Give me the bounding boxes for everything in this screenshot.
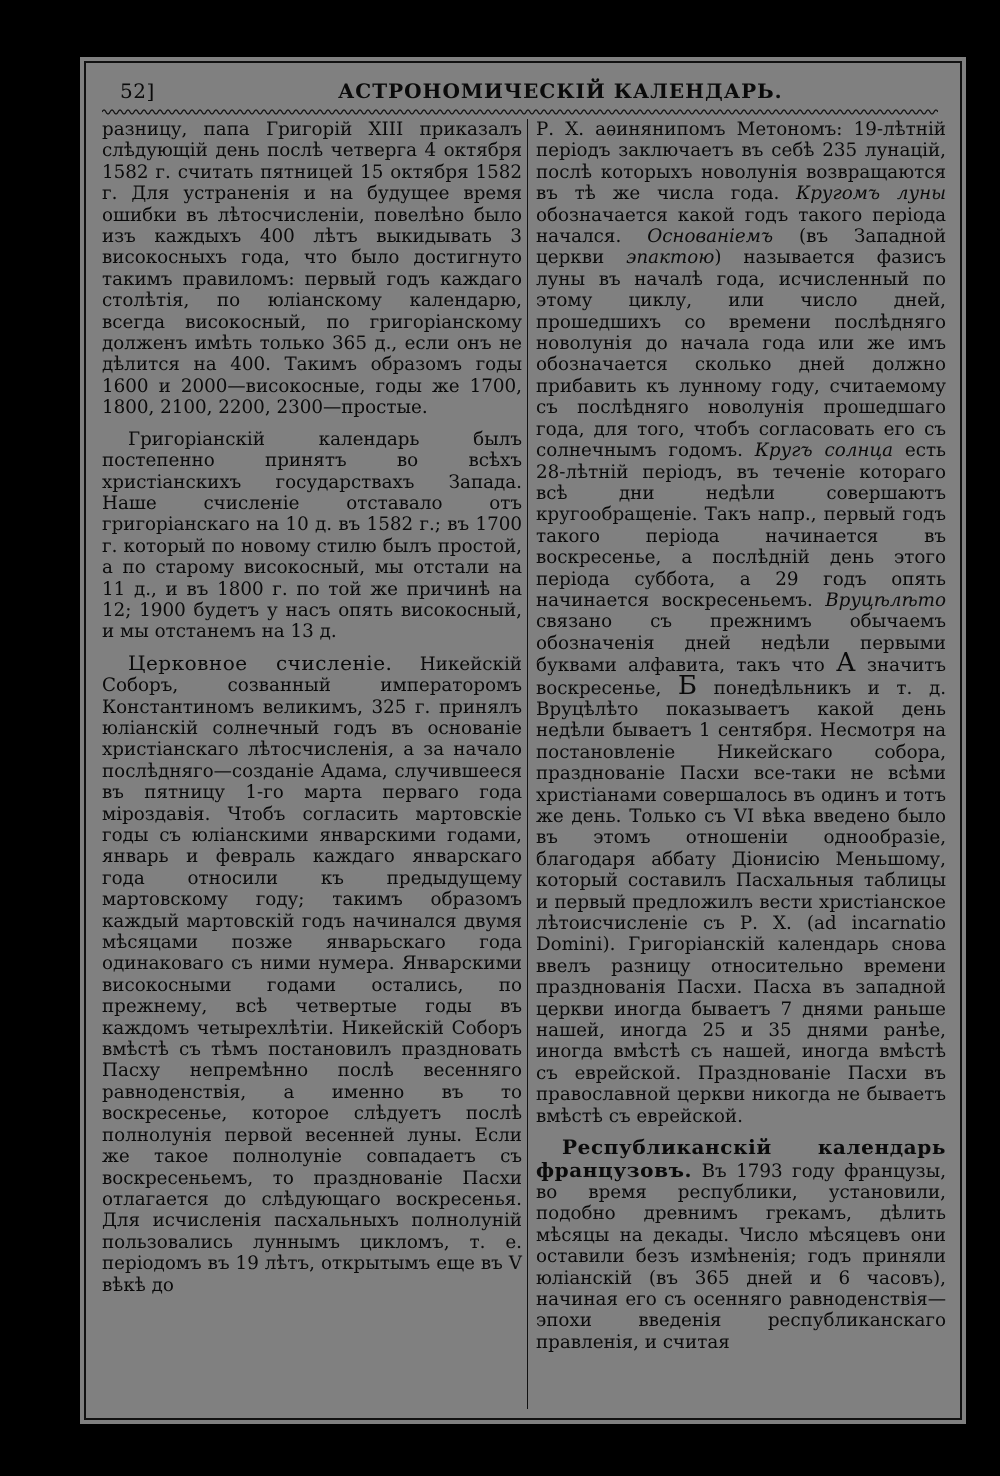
column-divider bbox=[527, 119, 528, 1409]
text-run: обозначается какой годъ такого періода начался. bbox=[536, 204, 946, 248]
term-foundation: Основаніемъ bbox=[647, 226, 774, 248]
section-heading-republican-calendar: Республиканскій календарь французовъ. bbox=[536, 1135, 946, 1182]
paragraph-gregorian-adoption: Григоріанскій календарь былъ постепенно принятъ во всѣхъ христіанскихъ государствахъ Запада. Наше счисленіе отставало отъ григоріанскаго на 10 д. въ 1582 г.; въ 1700 г. который по новому стилю былъ простой, а по старому високосный, мы отстали на 11 д., и въ 1800 г. по той же причинѣ на 12; 1900 будетъ у насъ опять високосный, и мы отстанемъ на 13 д. bbox=[102, 428, 522, 643]
republican-calendar-text: Въ 1793 году французы, во время республики, установили, подобно древнимъ грекамъ, дѣлить мѣсяцы на декады. Число мѣсяцевъ они оставили безъ измѣненія; годъ приняли юліанскій (въ 365 дней и 6 часовъ), начиная его съ осенняго равноденствія—эпохи введенія республиканскаго правленія, и считая bbox=[536, 1160, 947, 1353]
page-number: 52] bbox=[120, 79, 155, 103]
text-run: ) называется фазисъ луны въ началѣ года, исчисленный по этому циклу, или число дней, прошедшихъ со времени послѣдняго новолунія до начала года или же имъ обозначается сколько дней должно прибавить къ лунному году, считаемому съ послѣдняго новолунія прошедшаго года, для того, чтобъ согласовать его съ солнечнымъ годомъ. bbox=[536, 247, 946, 462]
section-heading-church-reckoning: Церковное счисленіе. bbox=[128, 650, 393, 675]
slavonic-letter-b: Б bbox=[677, 670, 698, 701]
running-title: АСТРОНОМИЧЕСКІЙ КАЛЕНДАРЬ. bbox=[338, 79, 783, 103]
church-reckoning-text: Никейскій Соборъ, созванный императоромъ Константиномъ великимъ, 325 г. принялъ юліанскій солнечный годъ въ основаніе христіанскаго лѣтосчисленія, а за начало послѣдняго—созданіе Адама, случившееся въ пятницу 1-го марта перваго года міроздавія. Чтобъ согласить мартовскіе годы съ юліанскими январскими годами, январь и февраль каждаго январскаго года относили къ предыдущему мартовскому году; такимъ образомъ каждый мартовскій годъ начинался двумя мѣсяцами позже январьскаго года одинаковаго съ ними нумера. Январскими високосными годами остались, по прежнему, всѣ четвертые годы въ каждомъ четырехлѣтіи. Никейскій Соборъ вмѣстѣ съ тѣмъ постановилъ праздновать Пасху непремѣнно послѣ весенняго равноденствія, а именно въ то воскресенье, которое слѣдуетъ послѣ полнолунія первой весенней луны. Если же такое полнолуніе совпадаетъ съ воскресеньемъ, то празднованіе Пасхи отлагается до слѣдующаго воскресенья. Для исчисленія пасхальныхъ полнолуній пользовались луннымъ цикломъ, т. е. періодомъ въ 19 лѣтъ, открытымъ еще въ V вѣкѣ до bbox=[102, 653, 522, 1296]
text-run: Р. Х. аѳинянипомъ Метономъ: 19-лѣтній періодъ заключаетъ въ себѣ 235 лунацій, послѣ которыхъ новолунія возвращаются въ тѣ же числа года. bbox=[536, 119, 946, 205]
term-solar-circle: Кругъ солнца bbox=[754, 440, 894, 462]
text-run: значитъ воскресенье, bbox=[536, 655, 947, 699]
term-lunar-circle: Кругомъ луны bbox=[796, 183, 947, 205]
paragraph-church-reckoning bbox=[102, 650, 522, 1296]
slavonic-letter-a: А bbox=[836, 648, 856, 679]
term-epact: эпактою bbox=[626, 247, 715, 269]
text-run: понедѣльникъ и т. д. Вруцѣлѣто показываетъ какой день недѣли бываетъ 1 сентября. Несмотря на постановленіе Никейскаго собора, празднованіе Пасхи все-таки не всѣми христіанами совершалось въ одинъ и тотъ же день. Только съ VI вѣка введено было въ этомъ отношеніи однообразіе, благодаря аббату Діонисію Меньшому, который составилъ Пасхальныя таблицы и первый предложилъ вести христіанское лѣтоисчисленіе съ Р. Х. (ad incarnatio Domini). Григоріанскій календарь снова ввелъ разницу относительно времени празднованія Пасхи. Пасха въ западной церкви иногда бываетъ 7 днями раньше нашей, иногда 25 и 35 днями ранѣе, иногда вмѣстѣ съ нашей, иногда вмѣстѣ съ еврейской. Празднованіе Пасхи въ православной церкви никогда не бываетъ вмѣстѣ съ еврейской. bbox=[536, 677, 947, 1127]
paragraph-republican-calendar bbox=[536, 1137, 946, 1353]
right-column bbox=[536, 119, 946, 1353]
text-run: есть 28-лѣтній періодъ, въ теченіе котораго всѣ дни недѣли совершаютъ кругообращеніе. Такъ напр., первый годъ такого періода начинается въ воскресенье, а послѣдній день этого періода суббота, а 29 годъ опять начинается воскресеньемъ. bbox=[536, 440, 947, 611]
term-vrutseleto: Вруцѣлѣто bbox=[825, 589, 946, 611]
book-page bbox=[80, 57, 966, 1424]
header-rule bbox=[102, 107, 938, 117]
paragraph-lunar-cycle bbox=[536, 119, 946, 1127]
text-run: связано съ прежнимъ обычаемъ обозначенія дней недѣли первыми буквами алфавита, такъ что bbox=[536, 611, 946, 677]
paragraph-gregorian-reform: разницу, папа Григорій XIII приказалъ слѣдующій день послѣ четверга 4 октября 1582 г. считать пятницей 15 октября 1582 г. Для устраненія и на будущее время ошибки въ лѣтосчисленіи, повелѣно было изъ каждыхъ 400 лѣтъ выкидывать 3 високосныхъ года, что было достигнуто такимъ правиломъ: первый годъ каждаго столѣтія, по юліанскому календарю, всегда високосный, по григоріанскому долженъ имѣть только 365 д., если онъ не дѣлится на 400. Такимъ образомъ годы 1600 и 2000—високосные, годы же 1700, 1800, 2100, 2200, 2300—простые. bbox=[102, 119, 522, 419]
text-run: (въ Западной церкви bbox=[536, 226, 947, 269]
left-column bbox=[102, 119, 522, 1296]
